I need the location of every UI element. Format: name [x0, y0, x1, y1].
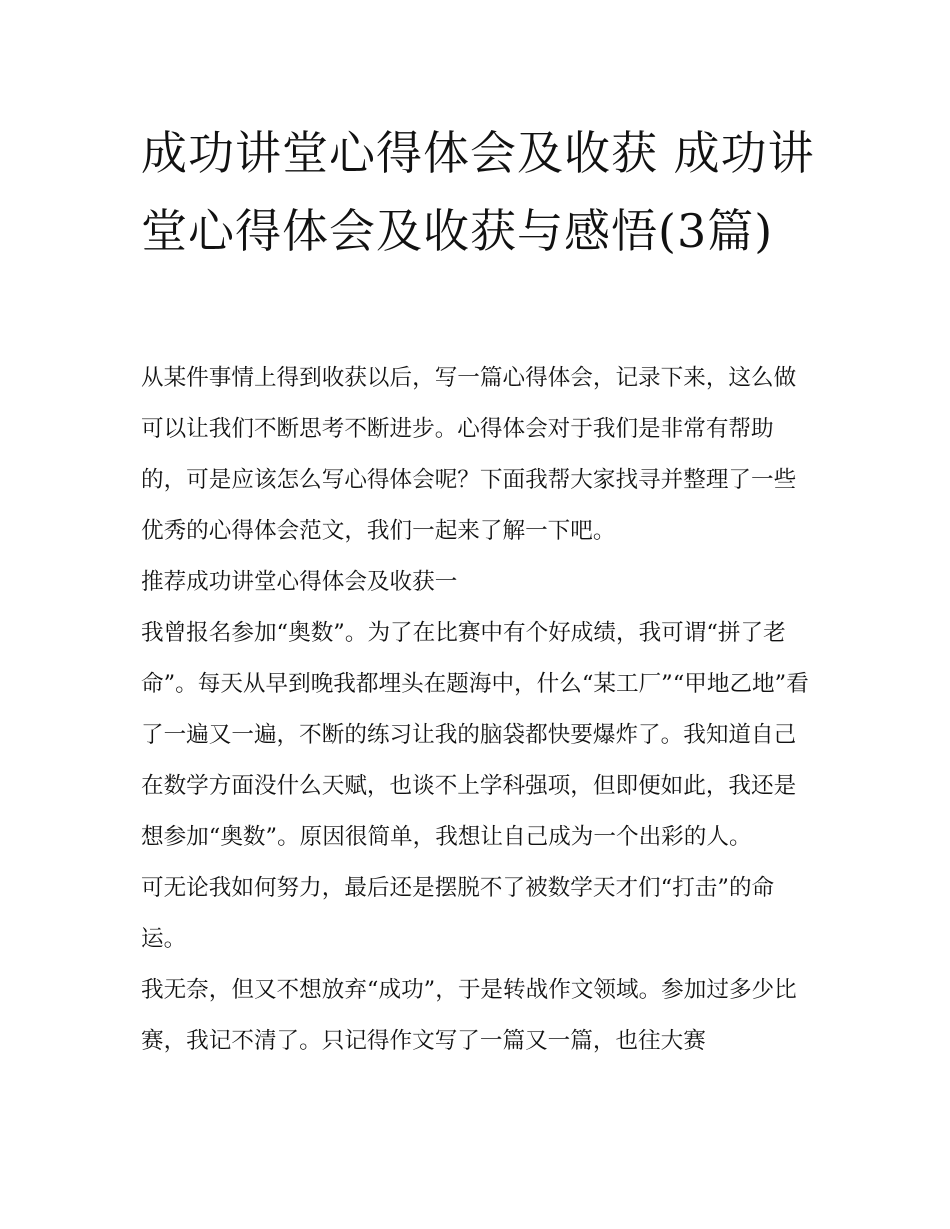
document-title: 成功讲堂心得体会及收获 成功讲堂心得体会及收获与感悟(3篇)	[141, 126, 815, 258]
intro-paragraph: 从某件事情上得到收获以后，写一篇心得体会，记录下来，这么做可以让我们不断思考不断进步。心得体会对于我们是非常有帮助的，可是应该怎么写心得体会呢？下面我帮大家找寻并整理了一些优秀的心得体会范文，我们一起来了解一下吧。	[141, 365, 797, 544]
body-paragraph: 可无论我如何努力，最后还是摆脱不了被数学天才们“打击”的命运。	[141, 875, 775, 952]
body-paragraph: 我无奈，但又不想放弃“成功”，于是转战作文领域。参加过多少比赛，我记不清了。只记得作文写了一篇又一篇，也往大赛	[141, 977, 797, 1054]
document-body	[141, 353, 813, 1067]
section-heading: 推荐成功讲堂心得体会及收获一	[141, 569, 458, 595]
body-paragraph: 我曾报名参加“奥数”。为了在比赛中有个好成绩，我可谓“拼了老命”。每天从早到晚我都埋头在题海中，什么“某工厂”“甲地乙地”看了一遍又一遍，不断的练习让我的脑袋都快要爆炸了。我知道自己在数学方面没什么天赋，也谈不上学科强项，但即便如此，我还是想参加“奥数”。原因很简单，我想让自己成为一个出彩的人。	[141, 620, 809, 850]
